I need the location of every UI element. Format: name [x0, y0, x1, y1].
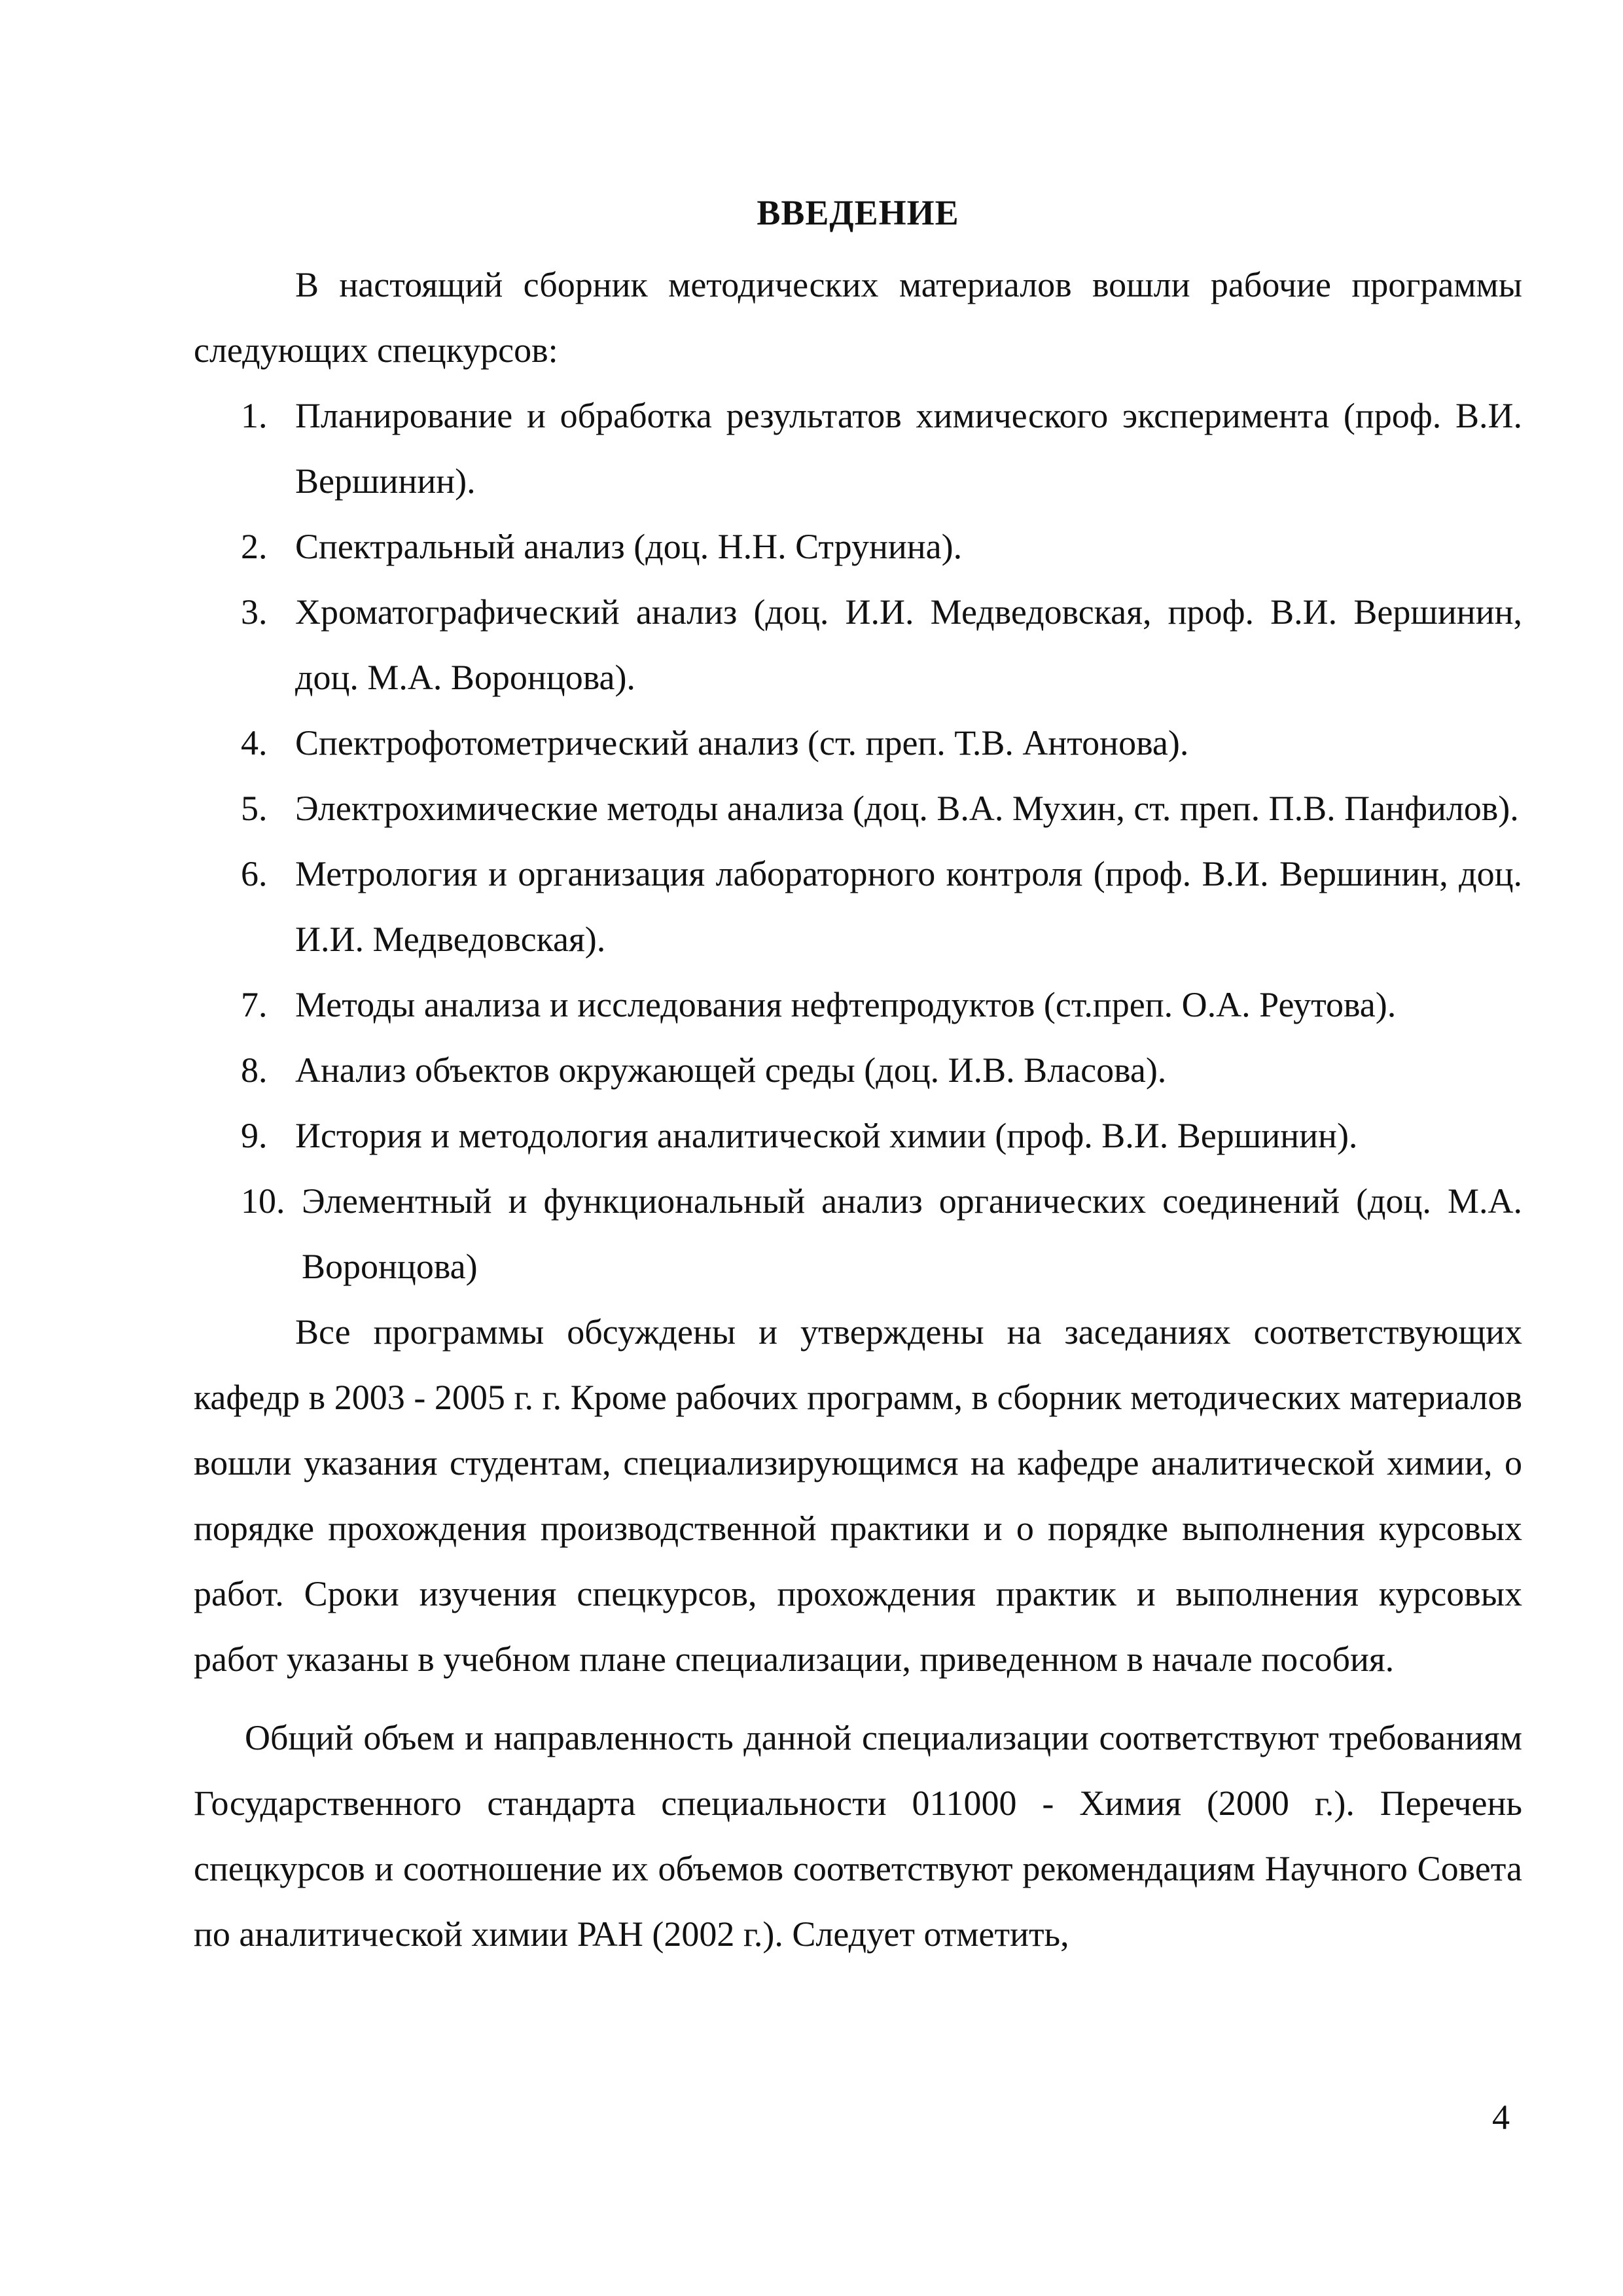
- list-item-text: Спектрофотометрический анализ (ст. преп. Т.В. Антонова).: [295, 723, 1189, 762]
- course-list: [194, 383, 1522, 1299]
- list-item: [194, 841, 1522, 972]
- list-item: [194, 514, 1522, 579]
- list-item-text: Элементный и функциональный анализ органических соединений (доц. М.А. Воронцова): [302, 1181, 1522, 1286]
- list-number: 8.: [241, 1050, 268, 1090]
- list-number: 10.: [241, 1181, 285, 1221]
- document-page: [194, 187, 1522, 1967]
- list-number: 5.: [241, 789, 268, 828]
- list-number: 1.: [241, 396, 268, 435]
- list-item-text: Методы анализа и исследования нефтепродуктов (ст.преп. О.А. Реутова).: [295, 985, 1397, 1024]
- list-item: [194, 972, 1522, 1037]
- list-item-text: История и методология аналитической химии (проф. В.И. Вершинин).: [295, 1116, 1358, 1155]
- list-item: [194, 1168, 1522, 1299]
- list-number: 3.: [241, 592, 268, 632]
- list-number: 9.: [241, 1116, 268, 1155]
- list-item: [194, 1037, 1522, 1103]
- page-title: ВВЕДЕНИЕ: [757, 193, 959, 232]
- list-item-text: Электрохимические методы анализа (доц. В.А. Мухин, ст. преп. П.В. Панфилов).: [295, 789, 1519, 828]
- list-number: 6.: [241, 854, 268, 893]
- list-item-text: Хроматографический анализ (доц. И.И. Медведовская, проф. В.И. Вершинин, доц. М.А. Воронцова).: [295, 592, 1522, 697]
- body-paragraph-2: Общий объем и направленность данной специализации соответствуют требованиям Государственного стандарта специальности 011000 - Химия (2000 г.). Перечень спецкурсов и соотношение их объемов соответствуют рекомендациям Научного Совета по аналитической химии РАН (2002 г.). Следует отметить,: [194, 1718, 1522, 1954]
- list-item-text: Анализ объектов окружающей среды (доц. И.В. Власова).: [295, 1050, 1167, 1090]
- list-item: [194, 710, 1522, 776]
- list-item: [194, 579, 1522, 710]
- list-item: [194, 383, 1522, 514]
- list-number: 2.: [241, 527, 268, 566]
- list-item-text: Метрология и организация лабораторного контроля (проф. В.И. Вершинин, доц. И.И. Медведовская).: [295, 854, 1522, 959]
- body-paragraph-1: Все программы обсуждены и утверждены на заседаниях соответствующих кафедр в 2003 - 2005 г. г. Кроме рабочих программ, в сборник методических материалов вошли указания студентам, специализирующимся на кафедре аналитической химии, о порядке прохождения производственной практики и о порядке выполнения курсовых работ. Сроки изучения спецкурсов, прохождения практик и выполнения курсовых работ указаны в учебном плане специализации, приведенном в начале пособия.: [194, 1312, 1522, 1679]
- list-item: [194, 776, 1522, 841]
- intro-paragraph: В настоящий сборник методических материалов вошли рабочие программы следующих спецкурсов:: [194, 265, 1522, 370]
- list-item-text: Спектральный анализ (доц. Н.Н. Струнина).: [295, 527, 963, 566]
- page-number: 4: [1492, 2098, 1510, 2137]
- list-number: 7.: [241, 985, 268, 1024]
- list-item: [194, 1103, 1522, 1168]
- list-item-text: Планирование и обработка результатов химического эксперимента (проф. В.И. Вершинин).: [295, 396, 1522, 501]
- list-number: 4.: [241, 723, 268, 762]
